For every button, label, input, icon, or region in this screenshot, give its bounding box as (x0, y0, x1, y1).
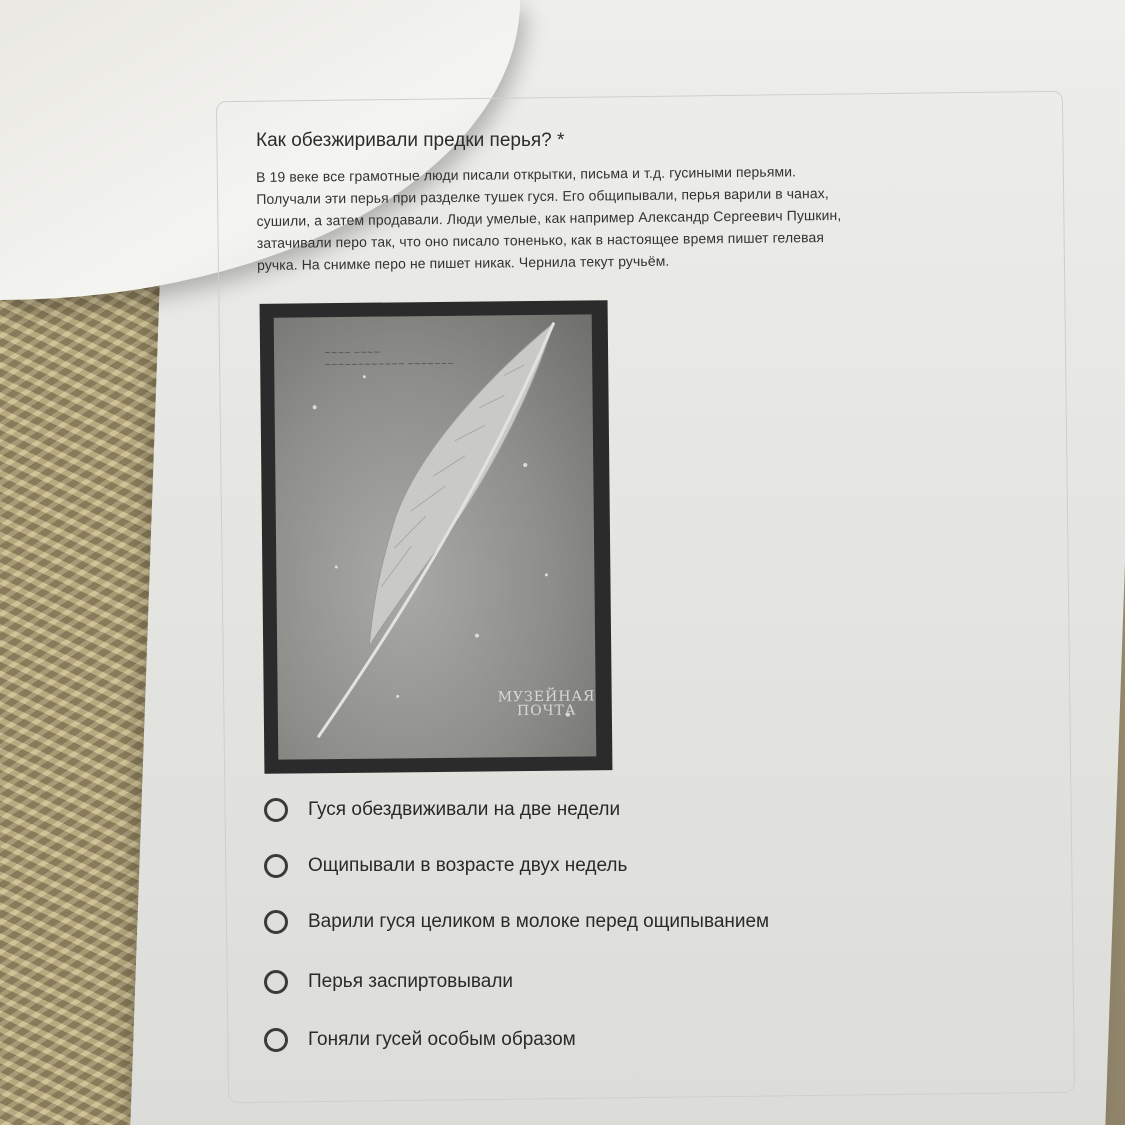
postcard-photo (274, 314, 597, 759)
question-description (256, 158, 977, 276)
radio-button[interactable] (264, 798, 288, 822)
radio-button[interactable] (264, 854, 288, 878)
handwritten-caption: ~~~~ ~~~~ ~~~~~~~~~~~~ ~~~~~~~ (324, 347, 455, 370)
question-image (260, 300, 613, 774)
option-label: Варили гуся целиком в молоке перед ощипыванием (308, 911, 770, 932)
description-line: В 19 веке все грамотные люди писали открытки, письма и т.д. гусиными перьями. (256, 163, 797, 185)
answer-option[interactable] (264, 902, 769, 942)
option-label: Гоняли гусей особым образом (308, 1029, 576, 1050)
answer-option[interactable] (264, 962, 513, 1002)
option-label: Гуся обездвиживали на две недели (308, 799, 621, 820)
answer-option[interactable] (264, 790, 620, 830)
answer-option[interactable] (264, 846, 627, 886)
museum-post-logo (498, 689, 596, 718)
description-line: сушили, а затем продавали. Люди умелые, как например Александр Сергеевич Пушкин, (256, 206, 842, 229)
radio-button[interactable] (264, 970, 288, 994)
radio-button[interactable] (264, 910, 288, 934)
option-label: Ощипывали в возрасте двух недель (308, 855, 628, 876)
question-title: Как обезжиривали предки перья? * (256, 130, 565, 151)
option-label: Перья заспиртовывали (308, 971, 514, 992)
logo-line-2: ПОЧТА (516, 702, 577, 720)
description-line: Получали эти перья при разделке тушек гуся. Его общипывали, перья варили в чанах, (256, 185, 829, 207)
answer-option[interactable] (264, 1020, 576, 1060)
feather-vane (366, 323, 557, 647)
radio-button[interactable] (264, 1028, 288, 1052)
description-line: ручка. На снимке перо не пишет никак. Чернила текут ручьём. (256, 252, 670, 273)
description-line: затачивали перо так, что оно писало тоненько, как в настоящее время пишет гелевая (256, 229, 825, 251)
logo-line-1: МУЗЕЙНАЯ (497, 688, 596, 706)
